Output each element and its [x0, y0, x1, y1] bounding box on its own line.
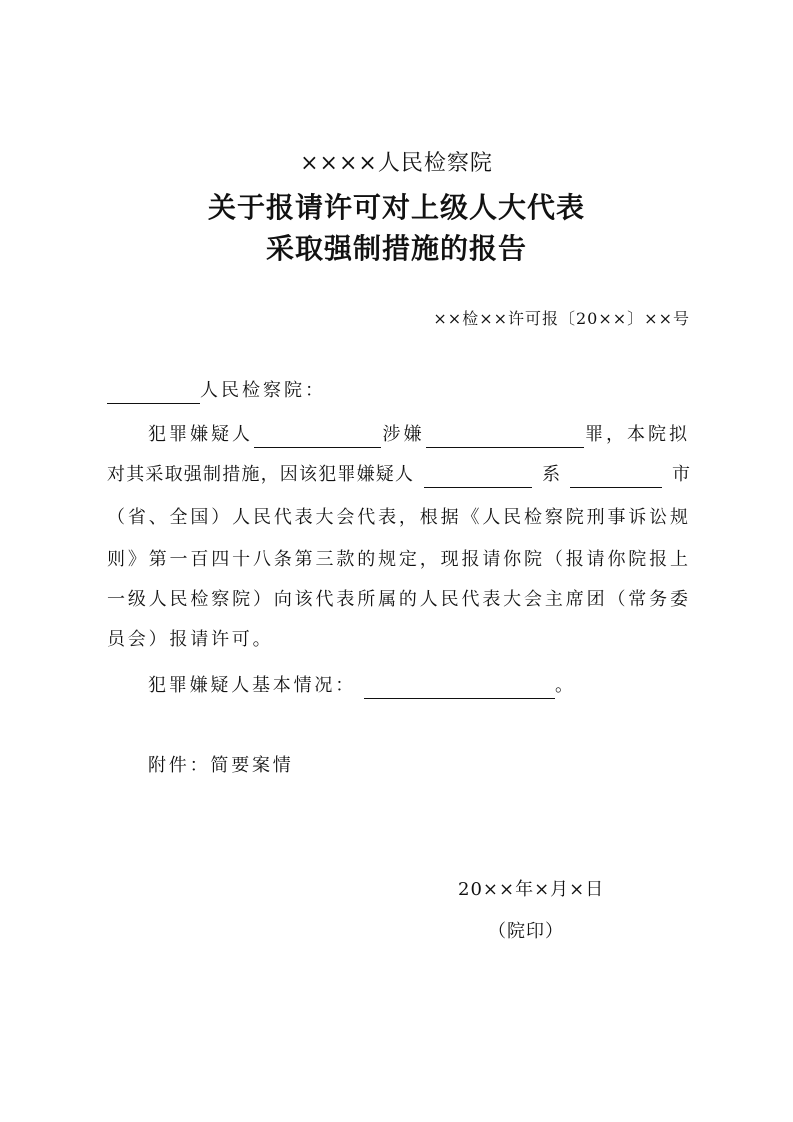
paragraph-line-3: （省、全国）人民代表大会代表，根据《人民检察院刑事诉讼规 — [107, 507, 690, 528]
seal-placeholder: （院印） — [488, 921, 564, 942]
paragraph-line-6 — [107, 627, 690, 653]
document-date: 20××年×月×日 — [458, 879, 605, 900]
attachment-label: 附件：简要案情 — [148, 755, 294, 776]
addressee-blank[interactable] — [107, 381, 200, 404]
paragraph-line-4: 则》第一百四十八条第三款的规定，现报请你院（报请你院报上 — [107, 549, 690, 570]
basic-info-blank[interactable] — [364, 676, 555, 699]
addressee-suffix: 人民检察院： — [200, 380, 326, 401]
paragraph-line-2 — [107, 462, 690, 488]
text: 。 — [555, 675, 573, 696]
document-title-line2: 采取强制措施的报告 — [265, 232, 527, 265]
text: 市 — [671, 464, 690, 485]
suspect-name-blank[interactable] — [254, 425, 381, 448]
city-blank[interactable] — [570, 465, 662, 488]
text: 员会）报请许可。 — [107, 629, 274, 650]
paragraph-line-5: 一级人民检察院）向该代表所属的人民代表大会主席团（常务委 — [107, 589, 690, 610]
suspect-name-blank-2[interactable] — [424, 465, 532, 488]
crime-blank[interactable] — [426, 425, 584, 448]
text: 涉嫌 — [382, 424, 425, 445]
text: 对其采取强制措施，因该犯罪嫌疑人 — [107, 464, 415, 485]
organization-name: ××××人民检察院 — [300, 151, 493, 176]
basic-info-label: 犯罪嫌疑人基本情况： — [148, 675, 356, 696]
paragraph-line-1 — [148, 422, 690, 448]
attachment-line — [148, 753, 731, 779]
text: 罪，本院拟 — [585, 424, 690, 445]
addressee-line — [107, 378, 690, 404]
basic-info-line — [148, 673, 731, 699]
text: 犯罪嫌疑人 — [148, 424, 253, 445]
document-title-line1: 关于报请许可对上级人大代表 — [207, 191, 585, 224]
text: 系 — [542, 464, 561, 485]
document-number: ××检××许可报〔20××〕××号 — [433, 309, 690, 328]
